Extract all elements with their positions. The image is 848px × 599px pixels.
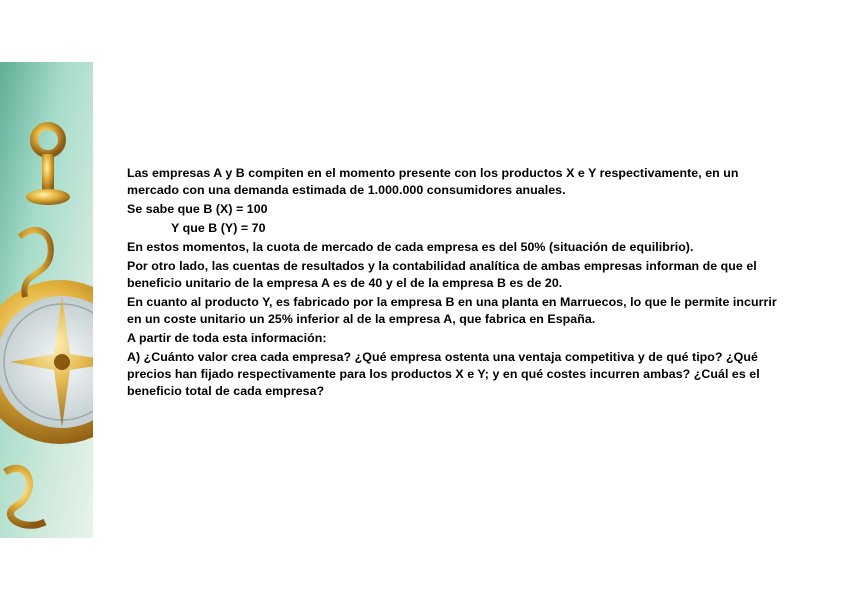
paragraph-market-intro: Las empresas A y B compiten en el momento presente con los productos X e Y respectivamente, en un mercado con una demanda estimada de 1.000.000 consumidores anuales. [127, 166, 739, 197]
paragraph-product-y-cost: En cuanto al producto Y, es fabricado por la empresa B en una planta en Marruecos, lo que le permite incurrir en un coste unitario un 25% inferior al de la empresa A, que fabrica en España. [127, 295, 777, 326]
paragraph-unit-profit: Por otro lado, las cuentas de resultados y la contabilidad analítica de ambas empresas informan de que el beneficio unitario de la empresa A es de 40 y el de la empresa B es de 20. [127, 259, 757, 290]
paragraph-price-x: Se sabe que B (X) = 100 [127, 202, 268, 216]
paragraph-price-y: Y que B (Y) = 70 [171, 221, 266, 235]
paragraph-from-information: A partir de toda esta información: [127, 331, 327, 345]
paragraph-market-share: En estos momentos, la cuota de mercado de cada empresa es del 50% (situación de equilibrio). [127, 240, 694, 254]
golden-compass-icon [0, 62, 93, 538]
decorative-side-image [0, 62, 93, 538]
slide-text-content [127, 165, 777, 402]
paragraph-question-a: A) ¿Cuánto valor crea cada empresa? ¿Qué empresa ostenta una ventaja competitiva y de qué tipo? ¿Qué precios han fijado respectivamente para los productos X e Y; y en qué costes incurren ambas? ¿Cuál es el beneficio total de cada empresa? [127, 350, 760, 398]
